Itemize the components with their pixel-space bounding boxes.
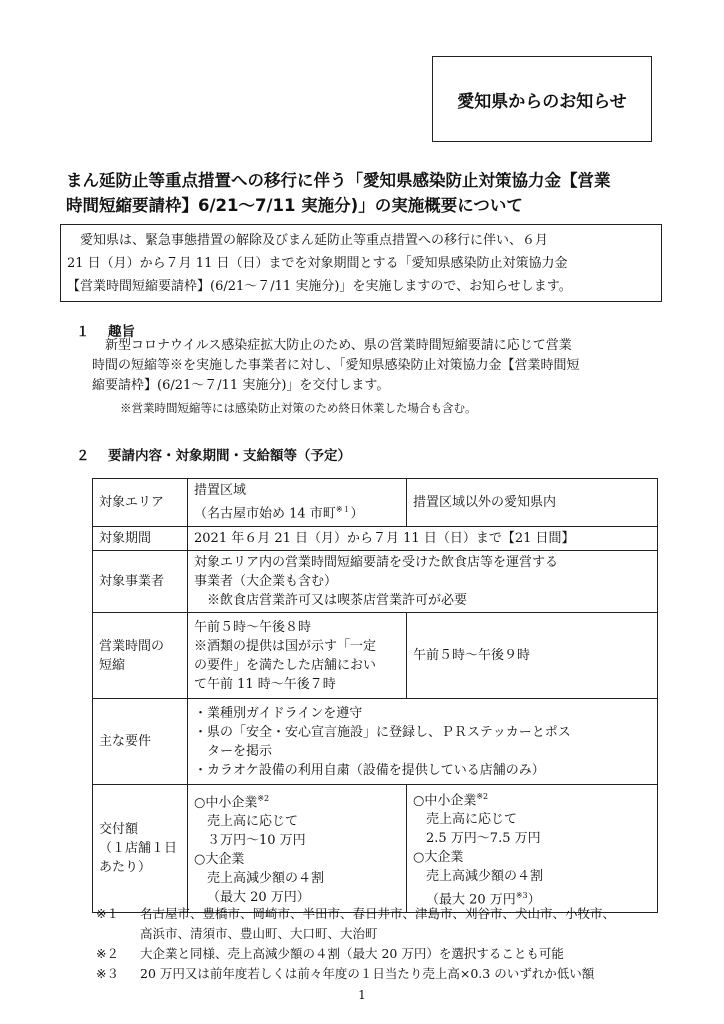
cell-line: ・県の「安全・安心宣言施設」に登録し、ＰＲステッカーとポス <box>194 724 571 740</box>
cell-text: （最大 20 万円 <box>426 892 516 908</box>
cell-line: 午前５時〜午後８時 <box>194 619 312 635</box>
label-line: あたり） <box>99 859 152 875</box>
cell-line: 売上高に応じて <box>426 812 518 828</box>
amount-measure-cell <box>188 785 407 913</box>
cell-line: ・カラオケ設備の利用自粛（設備を提供している店舗のみ） <box>194 762 545 778</box>
label-line: （１店舗１日 <box>99 840 178 856</box>
cell-line: の要件」を満たした店舗におい <box>194 657 377 673</box>
cell-line: 売上高に応じて <box>207 814 299 830</box>
period-cell: 2021 年６月 21 日（月）から７月 11 日（日）まで【21 日間】 <box>188 527 658 551</box>
label-line: 交付額 <box>99 821 139 837</box>
section-title: 要請内容・対象期間・支給額等（予定） <box>108 448 351 464</box>
table-row <box>93 785 658 913</box>
body-line: 新型コロナウイルス感染症拡大防止のため、県の営業時間短縮要請に応じて営業 <box>105 338 572 353</box>
summary-line: 21 日（月）から７月 11 日（日）までを対象期間とする「愛知県感染防止対策協力金 <box>67 256 568 271</box>
section-number: １ <box>76 324 90 340</box>
cell-line: ○大企業 <box>194 852 245 868</box>
area-other-cell: 措置区域以外の愛知県内 <box>407 479 658 527</box>
amount-other-cell <box>407 785 658 913</box>
cell-line: ・業種別ガイドラインを遵守 <box>194 705 363 721</box>
footnote-mark: ※１ <box>335 505 351 515</box>
hours-measure-cell <box>188 613 407 699</box>
summary-box <box>60 224 662 302</box>
section-title: 趣旨 <box>108 324 135 340</box>
footnote-mark: ※2 <box>476 792 489 801</box>
table-row <box>93 551 658 613</box>
notice-label: 愛知県からのお知らせ <box>457 91 627 112</box>
cell-line: 売上高減少額の４割 <box>207 871 325 887</box>
table-row <box>93 613 658 699</box>
label-line: 営業時間の <box>99 638 165 654</box>
section-1-note: ※営業時間短縮等には感染防止対策のため終日休業した場合も含む。 <box>120 401 477 415</box>
cell-line: ※飲食店営業許可又は喫茶店営業許可が必要 <box>207 593 468 608</box>
section-number: ２ <box>76 448 90 464</box>
cell-line <box>413 787 651 810</box>
hours-other-cell: 午前５時〜午後９時 <box>407 613 658 699</box>
table-row <box>93 527 658 551</box>
footnote-2 <box>96 944 696 964</box>
cell-line: て午前 11 時〜午後７時 <box>194 676 336 692</box>
cell-line: ３万円〜10 万円 <box>207 833 306 849</box>
table-row <box>93 699 658 785</box>
footnote-mark: ※３ <box>96 966 119 981</box>
cell-text: ） <box>350 506 364 522</box>
table-row <box>93 479 658 527</box>
row-label: 対象事業者 <box>93 551 188 613</box>
cell-line: （最大 20 万円） <box>207 890 310 906</box>
cell-text: （名古屋市始め 14 市町 <box>194 506 336 522</box>
cell-line: ターを掲示 <box>194 743 273 759</box>
cell-line: 2.5 万円〜7.5 万円 <box>426 831 541 847</box>
row-label: 対象エリア <box>93 479 188 527</box>
notice-box <box>432 56 652 142</box>
business-cell <box>188 551 658 613</box>
requirements-cell <box>188 699 658 785</box>
cell-line: 措置区域 <box>194 483 247 499</box>
footnotes <box>96 904 696 984</box>
footnote-line: 高浜市、清須市、豊山町、大口町、大治町 <box>140 926 378 941</box>
document-title <box>66 168 666 218</box>
row-label <box>93 613 188 699</box>
section-1-body <box>92 336 672 418</box>
footnote-3 <box>96 964 696 984</box>
title-line-2: 時間短縮要請枠】6/21〜7/11 実施分)」の実施概要について <box>66 196 523 215</box>
area-measure-cell <box>188 479 407 527</box>
cell-line: ○大企業 <box>413 850 464 866</box>
cell-text: ） <box>527 892 541 908</box>
footnote-mark: ※１ <box>96 906 119 921</box>
body-line: 時間の短縮等※を実施した事業者に対し、「愛知県感染防止対策協力金【営業時間短 <box>92 358 580 373</box>
cell-line: 事業者（大企業も含む） <box>194 574 338 589</box>
row-label: 主な要件 <box>93 699 188 785</box>
footnote-mark: ※3 <box>515 891 528 901</box>
footnote-line: 大企業と同様、売上高減少額の４割（最大 20 万円）を選択することも可能 <box>140 946 564 961</box>
section-2-heading <box>76 444 351 464</box>
cell-line: ※酒類の提供は国が示す「一定 <box>194 638 377 654</box>
footnote-line: 20 万円又は前年度若しくは前々年度の１日当たり売上高×0.3 のいずれか低い額 <box>140 966 595 981</box>
requirements-table <box>92 478 658 913</box>
page-number: 1 <box>358 988 366 1002</box>
footnote-line: 名古屋市、豊橋市、岡崎市、半田市、春日井市、津島市、刈谷市、犬山市、小牧市、 <box>140 906 616 921</box>
cell-line <box>194 500 400 523</box>
cell-line: 売上高減少額の４割 <box>426 869 544 885</box>
footnote-mark: ※２ <box>96 946 119 961</box>
footnote-1 <box>96 904 696 944</box>
cell-line: 対象エリア内の営業時間短縮要請を受けた飲食店等を運営する <box>194 555 559 570</box>
footnote-mark: ※2 <box>257 794 270 804</box>
row-label <box>93 785 188 913</box>
summary-line: 【営業時間短縮要請枠】(6/21〜７/11 実施分)」を実施しますので、お知らせします。 <box>67 279 572 294</box>
cell-text: ○中小企業 <box>413 793 477 809</box>
body-line: 縮要請枠】(6/21〜７/11 実施分)」を交付します。 <box>92 378 390 393</box>
label-line: 短縮 <box>99 657 126 673</box>
row-label: 対象期間 <box>93 527 188 551</box>
title-line-1: まん延防止等重点措置への移行に伴う「愛知県感染防止対策協力金【営業 <box>66 171 611 190</box>
cell-text: ○中小企業 <box>194 795 258 811</box>
summary-line: 愛知県は、緊急事態措置の解除及びまん延防止等重点措置への移行に伴い、６月 <box>67 233 549 248</box>
cell-line <box>194 789 400 812</box>
